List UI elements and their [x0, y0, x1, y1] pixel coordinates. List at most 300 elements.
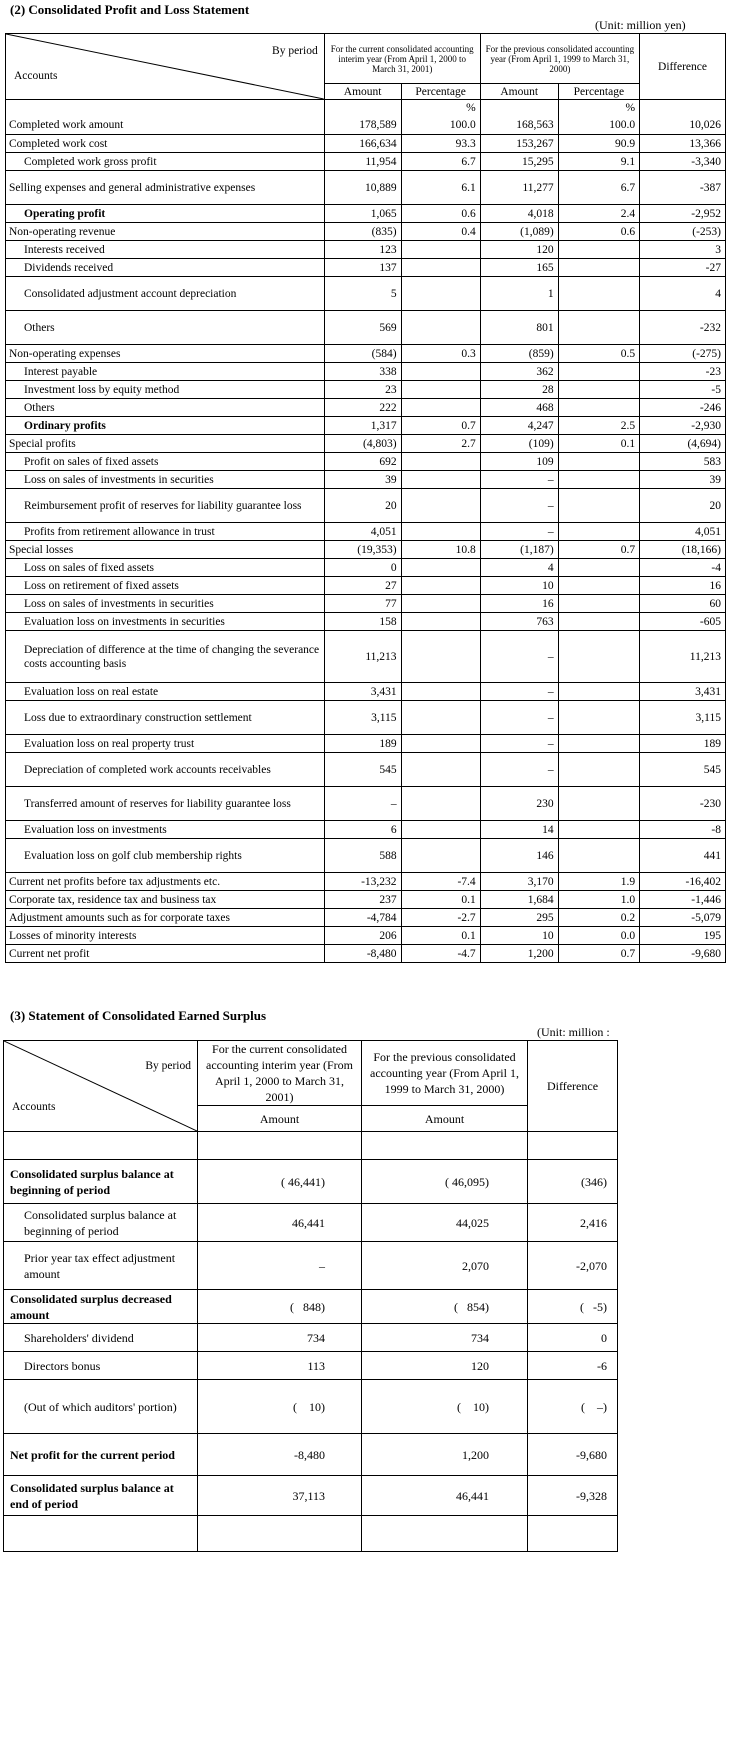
pl-prev-percentage-header: Percentage — [558, 84, 639, 100]
pl-row-previous-percentage: 2.4 — [558, 205, 639, 223]
pl-row-difference: (-253) — [640, 223, 726, 241]
es-header-corner — [4, 1041, 198, 1132]
pl-row-difference: -230 — [640, 787, 726, 821]
pl-row-label: Loss on retirement of fixed assets — [6, 577, 325, 595]
pl-row-label: Adjustment amounts such as for corporate taxes — [6, 909, 325, 927]
pl-row-current-amount: (4,803) — [324, 435, 401, 453]
pl-row-difference: 3,431 — [640, 683, 726, 701]
es-row-difference: 2,416 — [528, 1204, 618, 1242]
pl-row-difference: 13,366 — [640, 135, 726, 153]
pl-row-label: Transferred amount of reserves for liability guarantee loss — [6, 787, 325, 821]
pl-row-current-percentage: -4.7 — [401, 945, 480, 963]
pl-row-current-percentage — [401, 277, 480, 311]
pl-cur-amount-header: Amount — [324, 84, 401, 100]
pl-row-difference: -3,340 — [640, 153, 726, 171]
pl-row-current-amount: 23 — [324, 381, 401, 399]
pl-row-current-amount: -13,232 — [324, 873, 401, 891]
pl-row-difference: -5 — [640, 381, 726, 399]
pl-row-previous-amount: 3,170 — [480, 873, 558, 891]
es-row — [4, 1160, 618, 1204]
pl-accounts-header: Accounts — [14, 70, 58, 82]
es-accounts-header: Accounts — [12, 1101, 56, 1113]
pl-row-current-amount: 158 — [324, 613, 401, 631]
pl-row-previous-amount: (859) — [480, 345, 558, 363]
pl-row-previous-amount: – — [480, 735, 558, 753]
es-row-current-amount: 37,113 — [198, 1476, 362, 1516]
pl-row — [6, 523, 726, 541]
pl-row-label: Operating profit — [6, 205, 325, 223]
pl-row-previous-amount: 146 — [480, 839, 558, 873]
pl-row — [6, 399, 726, 417]
pl-row-current-amount: 6 — [324, 821, 401, 839]
pl-row-label: Completed work gross profit — [6, 153, 325, 171]
pl-row-difference: -2,952 — [640, 205, 726, 223]
pl-row-current-percentage — [401, 595, 480, 613]
pl-row-difference: (-275) — [640, 345, 726, 363]
pl-row-label: Loss on sales of fixed assets — [6, 559, 325, 577]
pl-row-previous-percentage: 0.0 — [558, 927, 639, 945]
pl-row — [6, 205, 726, 223]
pl-row-current-percentage: 0.3 — [401, 345, 480, 363]
pl-row-difference: -16,402 — [640, 873, 726, 891]
pl-row-current-amount: 692 — [324, 453, 401, 471]
pl-row-difference: 39 — [640, 471, 726, 489]
pl-row-difference: 16 — [640, 577, 726, 595]
pl-row-label: Evaluation loss on real property trust — [6, 735, 325, 753]
pl-row-current-percentage — [401, 559, 480, 577]
pl-row-previous-amount: – — [480, 753, 558, 787]
es-row — [4, 1324, 618, 1352]
pl-row-current-percentage: 0.7 — [401, 417, 480, 435]
es-row-current-amount: 734 — [198, 1324, 362, 1352]
pl-row-current-percentage — [401, 753, 480, 787]
pl-row — [6, 595, 726, 613]
pl-row-current-amount: 206 — [324, 927, 401, 945]
pl-row-difference: -232 — [640, 311, 726, 345]
pl-row-previous-percentage: 2.5 — [558, 417, 639, 435]
es-row — [4, 1290, 618, 1324]
pl-row-current-percentage: 100.0 — [401, 117, 480, 135]
pl-row-previous-amount: 11,277 — [480, 171, 558, 205]
pl-row-previous-percentage — [558, 753, 639, 787]
pl-cur-percentage-header: Percentage — [401, 84, 480, 100]
es-row-previous-amount: ( 854) — [362, 1290, 528, 1324]
es-current-period-header: For the current consolidated accounting interim year (From April 1, 2000 to March 31, 2001) — [198, 1041, 362, 1106]
pl-row-current-percentage: 6.1 — [401, 171, 480, 205]
pl-row-current-amount: 4,051 — [324, 523, 401, 541]
es-table — [3, 1040, 618, 1552]
pl-row-previous-amount: – — [480, 523, 558, 541]
pl-row-current-percentage — [401, 735, 480, 753]
pl-row-current-percentage — [401, 821, 480, 839]
pl-row-current-percentage — [401, 259, 480, 277]
pl-cur-percent-sign: % — [401, 100, 480, 117]
pl-row-current-percentage: 0.4 — [401, 223, 480, 241]
pl-row — [6, 417, 726, 435]
pl-row-difference: -9,680 — [640, 945, 726, 963]
pl-row-previous-amount: (109) — [480, 435, 558, 453]
es-row-label: Consolidated surplus balance at end of period — [4, 1476, 198, 1516]
pl-row-previous-amount: – — [480, 683, 558, 701]
es-row-previous-amount: ( 10) — [362, 1380, 528, 1434]
pl-row-label: Non-operating expenses — [6, 345, 325, 363]
pl-row-previous-amount: 295 — [480, 909, 558, 927]
pl-current-period-header: For the current consolidated accounting interim year (From April 1, 2000 to March 31, 2001) — [324, 34, 480, 84]
es-row-label: (Out of which auditors' portion) — [4, 1380, 198, 1434]
es-row-current-amount: – — [198, 1242, 362, 1290]
pl-row-previous-amount: 763 — [480, 613, 558, 631]
pl-row-current-percentage — [401, 577, 480, 595]
pl-row-label: Loss due to extraordinary construction settlement — [6, 701, 325, 735]
pl-previous-period-header: For the previous consolidated accounting year (From April 1, 1999 to March 31, 2000) — [480, 34, 639, 84]
es-row-current-amount: -8,480 — [198, 1434, 362, 1476]
pl-row-previous-percentage — [558, 787, 639, 821]
pl-row — [6, 135, 726, 153]
pl-row-label: Profit on sales of fixed assets — [6, 453, 325, 471]
pl-row-current-amount: -8,480 — [324, 945, 401, 963]
pl-row-label: Current net profits before tax adjustments etc. — [6, 873, 325, 891]
pl-row-current-amount: 3,115 — [324, 701, 401, 735]
pl-row-current-amount: 123 — [324, 241, 401, 259]
pl-row — [6, 241, 726, 259]
pl-row-current-percentage — [401, 613, 480, 631]
pl-row-previous-percentage: 6.7 — [558, 171, 639, 205]
pl-row-label: Evaluation loss on real estate — [6, 683, 325, 701]
pl-row-label: Profits from retirement allowance in trust — [6, 523, 325, 541]
pl-row-current-percentage — [401, 453, 480, 471]
es-by-period: By period — [145, 1060, 191, 1072]
pl-row-label: Non-operating revenue — [6, 223, 325, 241]
pl-row-label: Losses of minority interests — [6, 927, 325, 945]
pl-row-difference: 189 — [640, 735, 726, 753]
pl-table — [5, 33, 726, 963]
es-row — [4, 1380, 618, 1434]
pl-row-current-amount: (584) — [324, 345, 401, 363]
pl-row-previous-percentage — [558, 839, 639, 873]
pl-row-previous-percentage — [558, 821, 639, 839]
pl-row-previous-amount: 1 — [480, 277, 558, 311]
pl-row-previous-amount: 10 — [480, 927, 558, 945]
pl-row-previous-amount: – — [480, 701, 558, 735]
es-row-current-amount: ( 10) — [198, 1380, 362, 1434]
pl-row-label: Investment loss by equity method — [6, 381, 325, 399]
pl-row — [6, 891, 726, 909]
pl-row-difference: -23 — [640, 363, 726, 381]
pl-row-label: Selling expenses and general administrative expenses — [6, 171, 325, 205]
pl-row-current-percentage — [401, 523, 480, 541]
pl-row-previous-amount: (1,089) — [480, 223, 558, 241]
es-row-difference: ( -5) — [528, 1290, 618, 1324]
pl-row-previous-percentage — [558, 277, 639, 311]
pl-row-previous-amount: – — [480, 489, 558, 523]
pl-row-current-amount: 77 — [324, 595, 401, 613]
pl-row-previous-amount: 168,563 — [480, 117, 558, 135]
pl-row — [6, 311, 726, 345]
pl-row-current-percentage: 0.1 — [401, 927, 480, 945]
es-row-current-amount: ( 46,441) — [198, 1160, 362, 1204]
pl-row-current-amount: 588 — [324, 839, 401, 873]
pl-row-current-amount: 5 — [324, 277, 401, 311]
pl-row-current-percentage — [401, 363, 480, 381]
pl-row — [6, 577, 726, 595]
pl-row-difference: 3,115 — [640, 701, 726, 735]
pl-row-previous-percentage — [558, 399, 639, 417]
pl-row-current-amount: 11,213 — [324, 631, 401, 683]
pl-row-previous-percentage — [558, 259, 639, 277]
es-difference-header: Difference — [528, 1041, 618, 1132]
pl-row-previous-percentage — [558, 311, 639, 345]
pl-row-current-amount: 1,065 — [324, 205, 401, 223]
pl-row — [6, 471, 726, 489]
es-row — [4, 1204, 618, 1242]
pl-row-current-amount: (19,353) — [324, 541, 401, 559]
pl-row — [6, 223, 726, 241]
pl-row-current-amount: 27 — [324, 577, 401, 595]
pl-row-current-percentage — [401, 701, 480, 735]
pl-row-current-percentage: 10.8 — [401, 541, 480, 559]
es-previous-period-header: For the previous consolidated accounting year (From April 1, 1999 to March 31, 2000) — [362, 1041, 528, 1106]
pl-row-current-percentage — [401, 489, 480, 523]
pl-row-current-percentage — [401, 399, 480, 417]
pl-row — [6, 735, 726, 753]
pl-row-current-percentage: 93.3 — [401, 135, 480, 153]
pl-row-current-amount: 1,317 — [324, 417, 401, 435]
pl-row — [6, 117, 726, 135]
pl-row-difference: 60 — [640, 595, 726, 613]
pl-row-previous-percentage — [558, 559, 639, 577]
pl-row — [6, 753, 726, 787]
pl-row-current-amount: 11,954 — [324, 153, 401, 171]
pl-row — [6, 701, 726, 735]
pl-row-current-amount: 3,431 — [324, 683, 401, 701]
pl-row-previous-amount: 362 — [480, 363, 558, 381]
pl-row-previous-percentage — [558, 453, 639, 471]
es-row-label: Consolidated surplus decreased amount — [4, 1290, 198, 1324]
pl-row-current-percentage: 6.7 — [401, 153, 480, 171]
pl-row-previous-amount: 801 — [480, 311, 558, 345]
pl-row-label: Completed work amount — [6, 117, 325, 135]
pl-row-label: Corporate tax, residence tax and business tax — [6, 891, 325, 909]
pl-row-difference: 195 — [640, 927, 726, 945]
es-row-difference: -6 — [528, 1352, 618, 1380]
pl-row-previous-percentage — [558, 523, 639, 541]
es-row-label: Consolidated surplus balance at beginning of period — [4, 1160, 198, 1204]
pl-row — [6, 435, 726, 453]
pl-row-previous-percentage — [558, 363, 639, 381]
pl-row-current-percentage: 2.7 — [401, 435, 480, 453]
pl-row-current-percentage: -2.7 — [401, 909, 480, 927]
pl-row — [6, 171, 726, 205]
pl-row — [6, 259, 726, 277]
pl-row-label: Evaluation loss on investments in securities — [6, 613, 325, 631]
pl-row-difference: (18,166) — [640, 541, 726, 559]
pl-row — [6, 909, 726, 927]
pl-row-current-amount: 222 — [324, 399, 401, 417]
es-row-previous-amount: 44,025 — [362, 1204, 528, 1242]
es-row-difference: -9,328 — [528, 1476, 618, 1516]
pl-header-corner — [6, 34, 325, 100]
es-row-current-amount: ( 848) — [198, 1290, 362, 1324]
pl-row-current-amount: 39 — [324, 471, 401, 489]
pl-row-difference: (4,694) — [640, 435, 726, 453]
pl-row-current-percentage — [401, 471, 480, 489]
pl-row-previous-percentage — [558, 381, 639, 399]
es-row-label: Shareholders' dividend — [4, 1324, 198, 1352]
es-row-previous-amount: ( 46,095) — [362, 1160, 528, 1204]
pl-row-difference: -605 — [640, 613, 726, 631]
pl-row-current-percentage — [401, 839, 480, 873]
es-row-label: Consolidated surplus balance at beginning of period — [4, 1204, 198, 1242]
pl-row-difference: -8 — [640, 821, 726, 839]
pl-row-previous-percentage: 90.9 — [558, 135, 639, 153]
pl-row-previous-percentage — [558, 471, 639, 489]
pl-row-difference: 4,051 — [640, 523, 726, 541]
pl-row-current-amount: 0 — [324, 559, 401, 577]
pl-row-previous-amount: 14 — [480, 821, 558, 839]
pl-row-label: Current net profit — [6, 945, 325, 963]
pl-row — [6, 345, 726, 363]
es-row-previous-amount: 734 — [362, 1324, 528, 1352]
pl-row-previous-percentage — [558, 613, 639, 631]
es-unit: (Unit: million : — [537, 1025, 610, 1039]
pl-row-current-percentage — [401, 311, 480, 345]
pl-row-current-amount: 137 — [324, 259, 401, 277]
pl-row — [6, 541, 726, 559]
pl-row — [6, 873, 726, 891]
es-row-difference: 0 — [528, 1324, 618, 1352]
pl-row-label: Evaluation loss on golf club membership rights — [6, 839, 325, 873]
pl-row-difference: -4 — [640, 559, 726, 577]
pl-row-difference: 583 — [640, 453, 726, 471]
pl-row-label: Consolidated adjustment account depreciation — [6, 277, 325, 311]
pl-row — [6, 631, 726, 683]
pl-row-difference: -387 — [640, 171, 726, 205]
pl-difference-header: Difference — [640, 34, 726, 100]
pl-row-label: Others — [6, 311, 325, 345]
pl-row-label: Loss on sales of investments in securities — [6, 595, 325, 613]
pl-row-previous-percentage: 1.0 — [558, 891, 639, 909]
es-row-difference: -2,070 — [528, 1242, 618, 1290]
pl-row-current-amount: 10,889 — [324, 171, 401, 205]
es-row-current-amount: 46,441 — [198, 1204, 362, 1242]
pl-row-previous-amount: 165 — [480, 259, 558, 277]
pl-row-label: Interest payable — [6, 363, 325, 381]
pl-row-difference: 4 — [640, 277, 726, 311]
pl-row-current-percentage: 0.6 — [401, 205, 480, 223]
es-row-current-amount: 113 — [198, 1352, 362, 1380]
pl-row-previous-percentage — [558, 489, 639, 523]
pl-row-label: Depreciation of difference at the time of changing the severance costs accounting basis — [6, 631, 325, 683]
pl-row-previous-amount: 1,684 — [480, 891, 558, 909]
pl-row-previous-percentage: 100.0 — [558, 117, 639, 135]
es-cur-amount-header: Amount — [198, 1106, 362, 1132]
pl-row-label: Interests received — [6, 241, 325, 259]
pl-row-previous-percentage: 0.1 — [558, 435, 639, 453]
pl-row-previous-percentage — [558, 735, 639, 753]
pl-row-current-amount: 545 — [324, 753, 401, 787]
pl-row-current-amount: (835) — [324, 223, 401, 241]
pl-row-previous-amount: 4,247 — [480, 417, 558, 435]
pl-row-label: Depreciation of completed work accounts receivables — [6, 753, 325, 787]
pl-row-current-percentage: -7.4 — [401, 873, 480, 891]
pl-row-difference: -5,079 — [640, 909, 726, 927]
es-row — [4, 1476, 618, 1516]
pl-row-label: Special profits — [6, 435, 325, 453]
pl-row — [6, 613, 726, 631]
pl-row-previous-amount: 1,200 — [480, 945, 558, 963]
pl-row-label: Completed work cost — [6, 135, 325, 153]
pl-row — [6, 927, 726, 945]
es-row-label: Prior year tax effect adjustment amount — [4, 1242, 198, 1290]
pl-title: (2) Consolidated Profit and Loss Statement — [10, 2, 250, 17]
pl-row-previous-percentage — [558, 631, 639, 683]
es-prev-amount-header: Amount — [362, 1106, 528, 1132]
pl-row-difference: 10,026 — [640, 117, 726, 135]
pl-row-current-amount: 569 — [324, 311, 401, 345]
pl-row-difference: -27 — [640, 259, 726, 277]
pl-row-current-amount: 178,589 — [324, 117, 401, 135]
pl-row-difference: 545 — [640, 753, 726, 787]
pl-row-current-amount: 20 — [324, 489, 401, 523]
pl-row-previous-percentage: 1.9 — [558, 873, 639, 891]
pl-row-difference: 11,213 — [640, 631, 726, 683]
pl-row — [6, 363, 726, 381]
pl-row-previous-amount: 28 — [480, 381, 558, 399]
es-row-previous-amount: 120 — [362, 1352, 528, 1380]
pl-row-previous-percentage — [558, 241, 639, 259]
es-row-label: Directors bonus — [4, 1352, 198, 1380]
pl-row-current-percentage — [401, 683, 480, 701]
pl-row-previous-percentage — [558, 701, 639, 735]
pl-row-previous-percentage — [558, 577, 639, 595]
pl-row-previous-amount: 16 — [480, 595, 558, 613]
es-row-previous-amount: 46,441 — [362, 1476, 528, 1516]
pl-row-label: Ordinary profits — [6, 417, 325, 435]
pl-row-previous-amount: 120 — [480, 241, 558, 259]
pl-row-label: Dividends received — [6, 259, 325, 277]
pl-row-label: Special losses — [6, 541, 325, 559]
es-row — [4, 1352, 618, 1380]
pl-row — [6, 839, 726, 873]
pl-row-current-amount: 189 — [324, 735, 401, 753]
pl-row-previous-percentage: 0.7 — [558, 945, 639, 963]
pl-row-previous-amount: 4 — [480, 559, 558, 577]
pl-prev-percent-sign: % — [558, 100, 639, 117]
es-row-difference: -9,680 — [528, 1434, 618, 1476]
pl-row-label: Reimbursement profit of reserves for liability guarantee loss — [6, 489, 325, 523]
es-row-difference: ( –) — [528, 1380, 618, 1434]
pl-row-previous-percentage: 0.7 — [558, 541, 639, 559]
pl-row-previous-percentage: 0.2 — [558, 909, 639, 927]
pl-prev-amount-header: Amount — [480, 84, 558, 100]
pl-row-current-amount: 237 — [324, 891, 401, 909]
pl-row — [6, 787, 726, 821]
pl-row-previous-amount: – — [480, 631, 558, 683]
pl-row — [6, 453, 726, 471]
pl-row-difference: 20 — [640, 489, 726, 523]
pl-row-previous-percentage: 0.5 — [558, 345, 639, 363]
pl-row-previous-amount: 153,267 — [480, 135, 558, 153]
es-row-previous-amount: 2,070 — [362, 1242, 528, 1290]
pl-row-previous-amount: (1,187) — [480, 541, 558, 559]
pl-row-current-percentage — [401, 241, 480, 259]
pl-row — [6, 683, 726, 701]
pl-row-previous-amount: 468 — [480, 399, 558, 417]
pl-unit: (Unit: million yen) — [595, 18, 686, 32]
pl-row-difference: -1,446 — [640, 891, 726, 909]
pl-row-previous-amount: – — [480, 471, 558, 489]
pl-row-previous-amount: 109 — [480, 453, 558, 471]
